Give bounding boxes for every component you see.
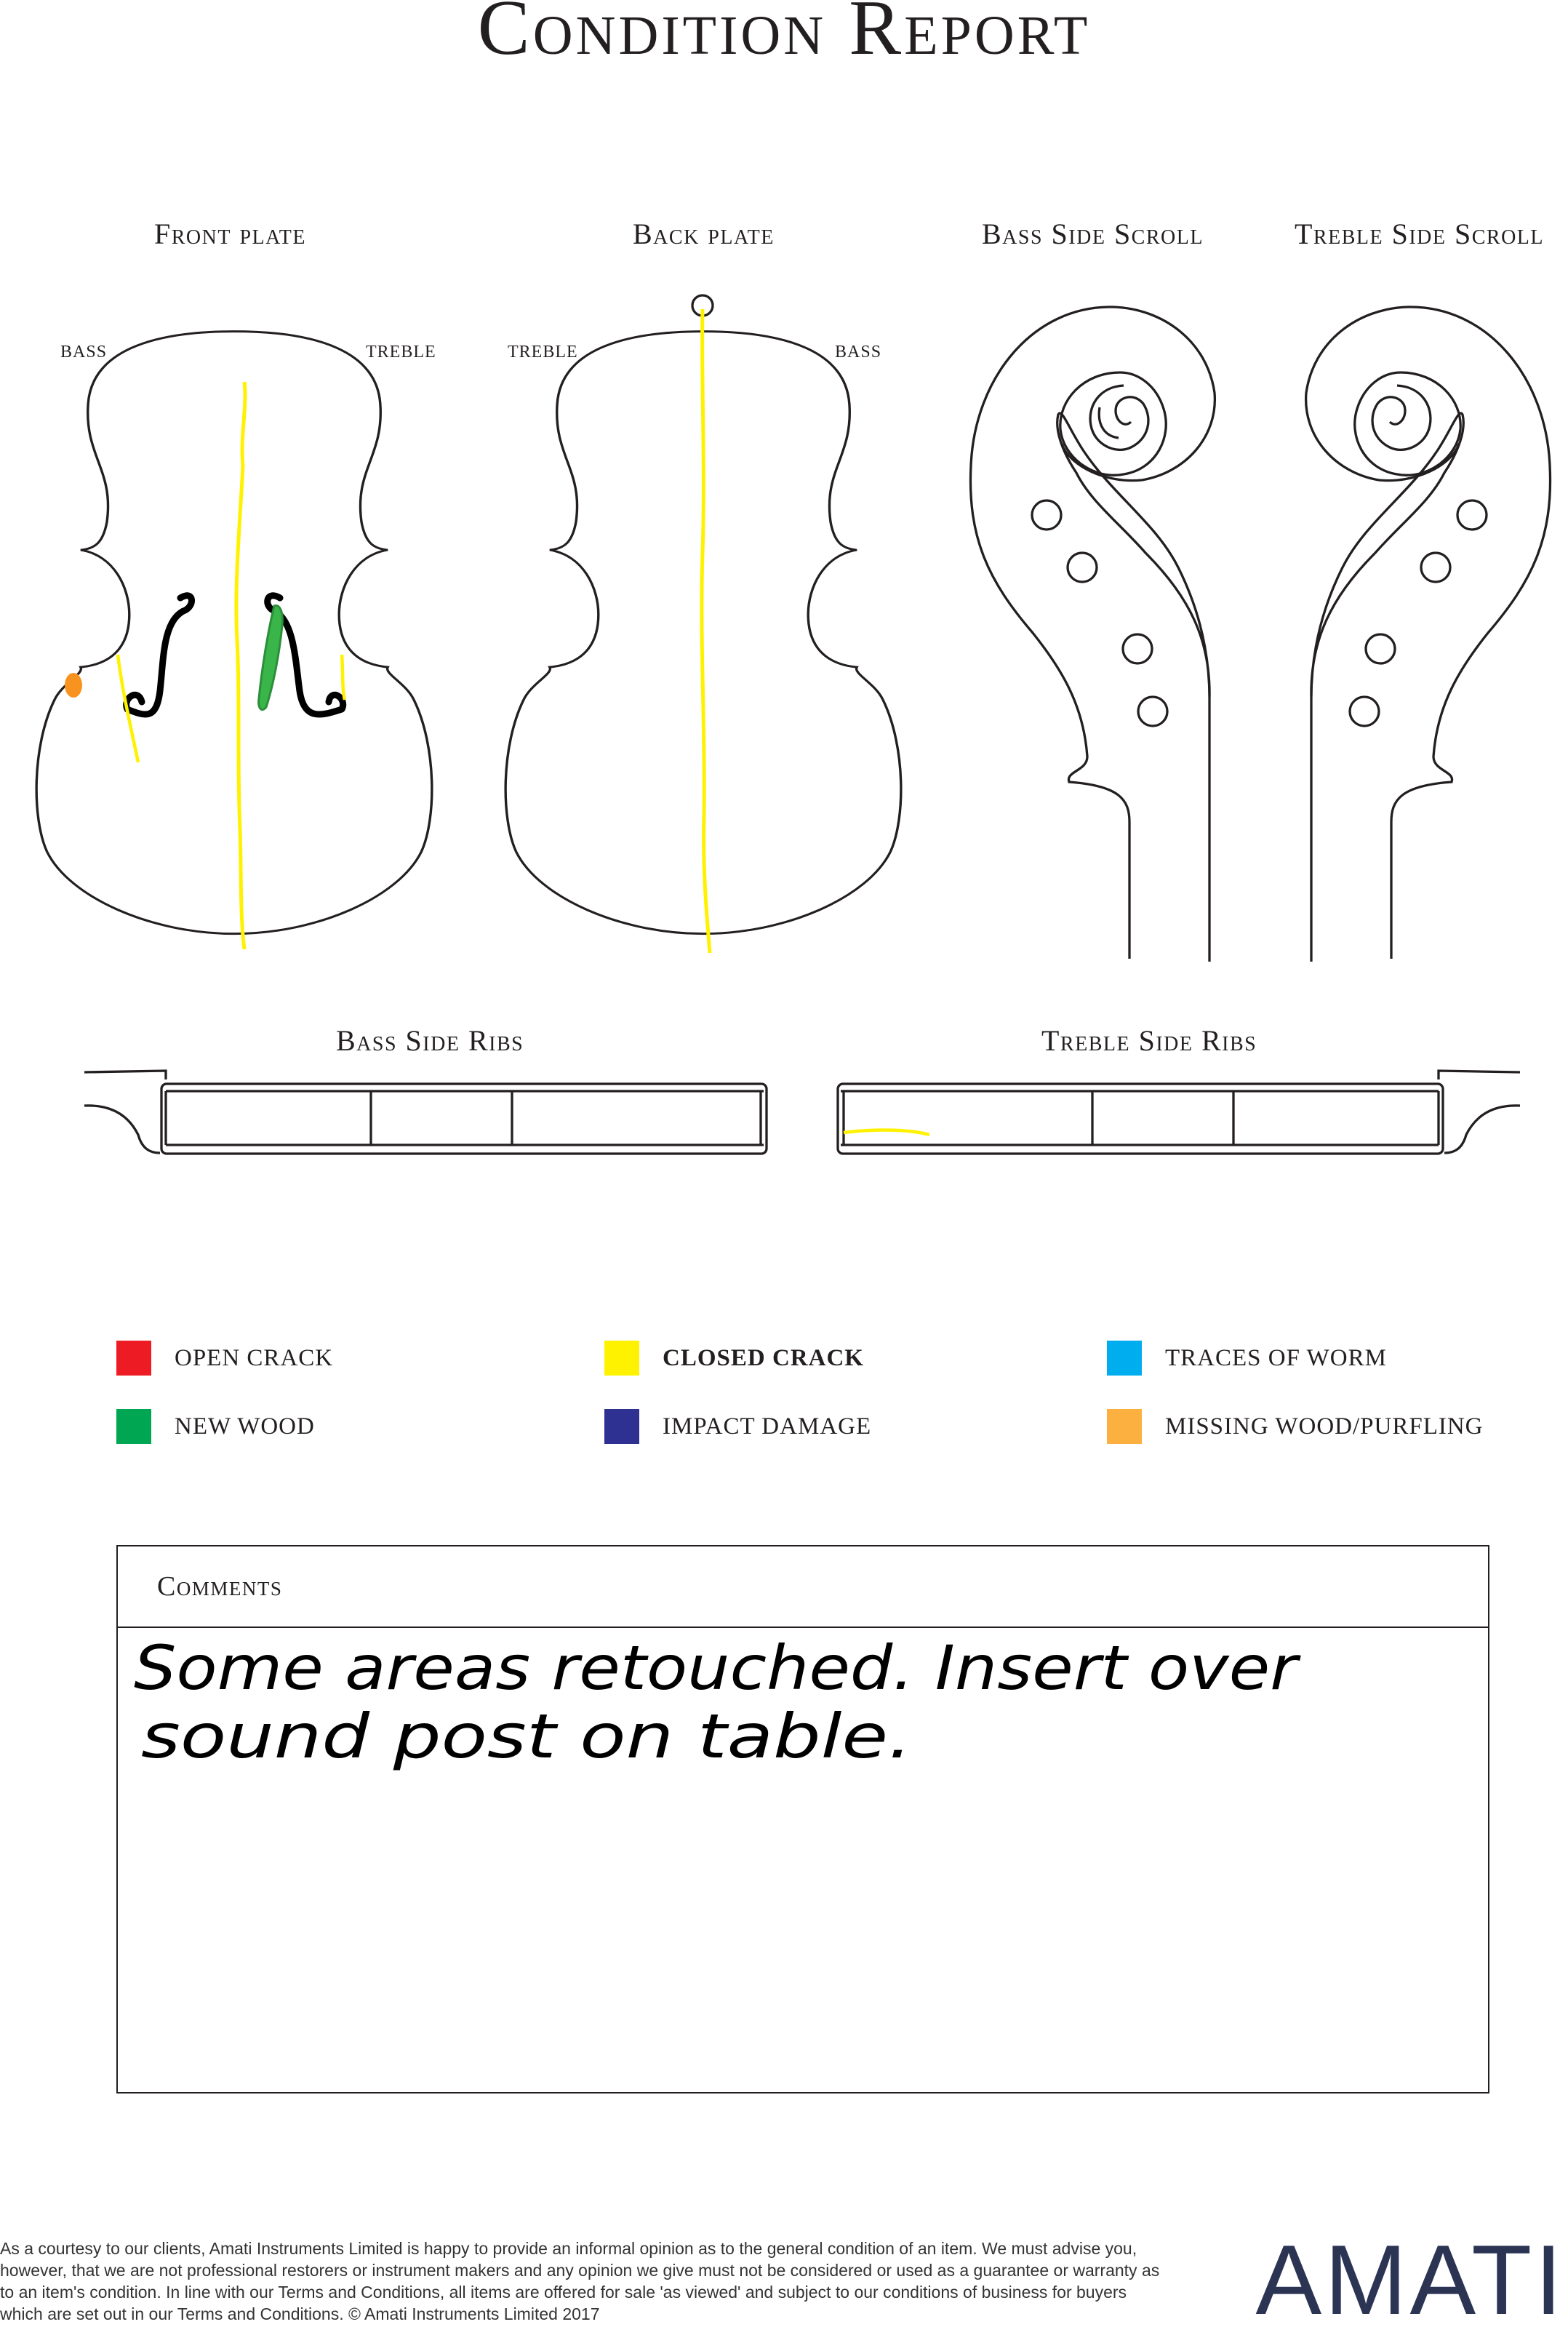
- legend-traces-of-worm: [1107, 1341, 1387, 1376]
- treble-side-scroll-outline: [1306, 307, 1551, 962]
- legend-label: CLOSED CRACK: [663, 1344, 864, 1371]
- legend-label: TRACES OF WORM: [1165, 1344, 1387, 1371]
- legend-closed-crack: [604, 1341, 864, 1376]
- disclaimer-text: As a courtesy to our clients, Amati Instruments Limited is happy to provide an informal opinion as to the general condition of an item. We must advise you, however, that we are not professional restorers or instrument makers and any opinion we give must not be considered or used as a guarantee or warranty as to an item's condition. In line with our Terms and Conditions, all items are offered for sale 'as viewed' and subject to our conditions of business for buyers which are set out in our Terms and Conditions. © Amati Instruments Limited 2017: [0, 2239, 1160, 2323]
- comments-heading: Comments: [118, 1546, 1488, 1628]
- legend-impact-damage: [604, 1409, 871, 1444]
- front-bass-closed-crack: [118, 655, 138, 762]
- amati-logo: AMATI: [1255, 2224, 1565, 2335]
- bass-peg-hole-3: [1123, 634, 1152, 663]
- legend-missing-wood-purfling: [1107, 1409, 1484, 1444]
- front-plate-label: Front plate: [154, 217, 306, 250]
- front-missing-wood: [65, 673, 82, 698]
- front-treble-side-label: TREBLE: [366, 343, 436, 362]
- back-bass-side-label: BASS: [835, 343, 882, 362]
- back-plate-label: Back plate: [633, 217, 775, 250]
- open-crack-swatch: [116, 1341, 151, 1376]
- missing-wood-swatch: [1107, 1409, 1142, 1444]
- legend-label: IMPACT DAMAGE: [663, 1413, 872, 1440]
- treble-side-ribs-label: Treble Side Ribs: [1041, 1024, 1257, 1057]
- back-treble-side-label: TREBLE: [508, 343, 578, 362]
- page-title: Condition Report: [477, 0, 1091, 71]
- traces-of-worm-swatch: [1107, 1341, 1142, 1376]
- front-plate-outline: [36, 332, 432, 934]
- treble-peg-hole-1: [1457, 500, 1487, 530]
- treble-side-ribs-outline: [838, 1071, 1520, 1154]
- back-center-closed-crack: [702, 309, 710, 953]
- treble-peg-hole-3: [1366, 634, 1395, 663]
- front-new-wood-insert: [259, 605, 283, 709]
- bass-peg-hole-2: [1068, 553, 1097, 582]
- bass-side-ribs-label: Bass Side Ribs: [336, 1024, 524, 1057]
- handwritten-comment: [118, 1628, 1488, 1773]
- impact-damage-swatch: [604, 1409, 639, 1444]
- comment-line-1: Some areas retouched. Insert over: [134, 1632, 1301, 1704]
- legend-label: MISSING WOOD/PURFLING: [1165, 1413, 1484, 1440]
- bass-peg-hole-1: [1032, 500, 1061, 530]
- new-wood-swatch: [116, 1409, 151, 1444]
- closed-crack-swatch: [604, 1341, 639, 1376]
- comment-line-2: sound post on table.: [141, 1701, 912, 1772]
- front-center-closed-crack: [236, 382, 245, 949]
- bass-side-ribs-outline: [84, 1071, 767, 1154]
- front-bass-side-label: BASS: [60, 343, 108, 362]
- legend-label: OPEN CRACK: [175, 1344, 334, 1371]
- front-bass-f-hole: [127, 596, 192, 714]
- bass-side-scroll-outline: [970, 307, 1215, 962]
- front-treble-closed-crack: [342, 655, 345, 700]
- bass-side-scroll-label: Bass Side Scroll: [982, 217, 1204, 250]
- legend-label: NEW WOOD: [175, 1413, 315, 1440]
- comments-box: [116, 1545, 1489, 2093]
- treble-rib-closed-crack: [844, 1130, 929, 1135]
- bass-peg-hole-4: [1138, 697, 1167, 726]
- treble-peg-hole-4: [1350, 697, 1379, 726]
- legend-open-crack: [116, 1341, 333, 1376]
- legend-new-wood: [116, 1409, 315, 1444]
- treble-peg-hole-2: [1421, 553, 1450, 582]
- treble-side-scroll-label: Treble Side Scroll: [1295, 217, 1545, 250]
